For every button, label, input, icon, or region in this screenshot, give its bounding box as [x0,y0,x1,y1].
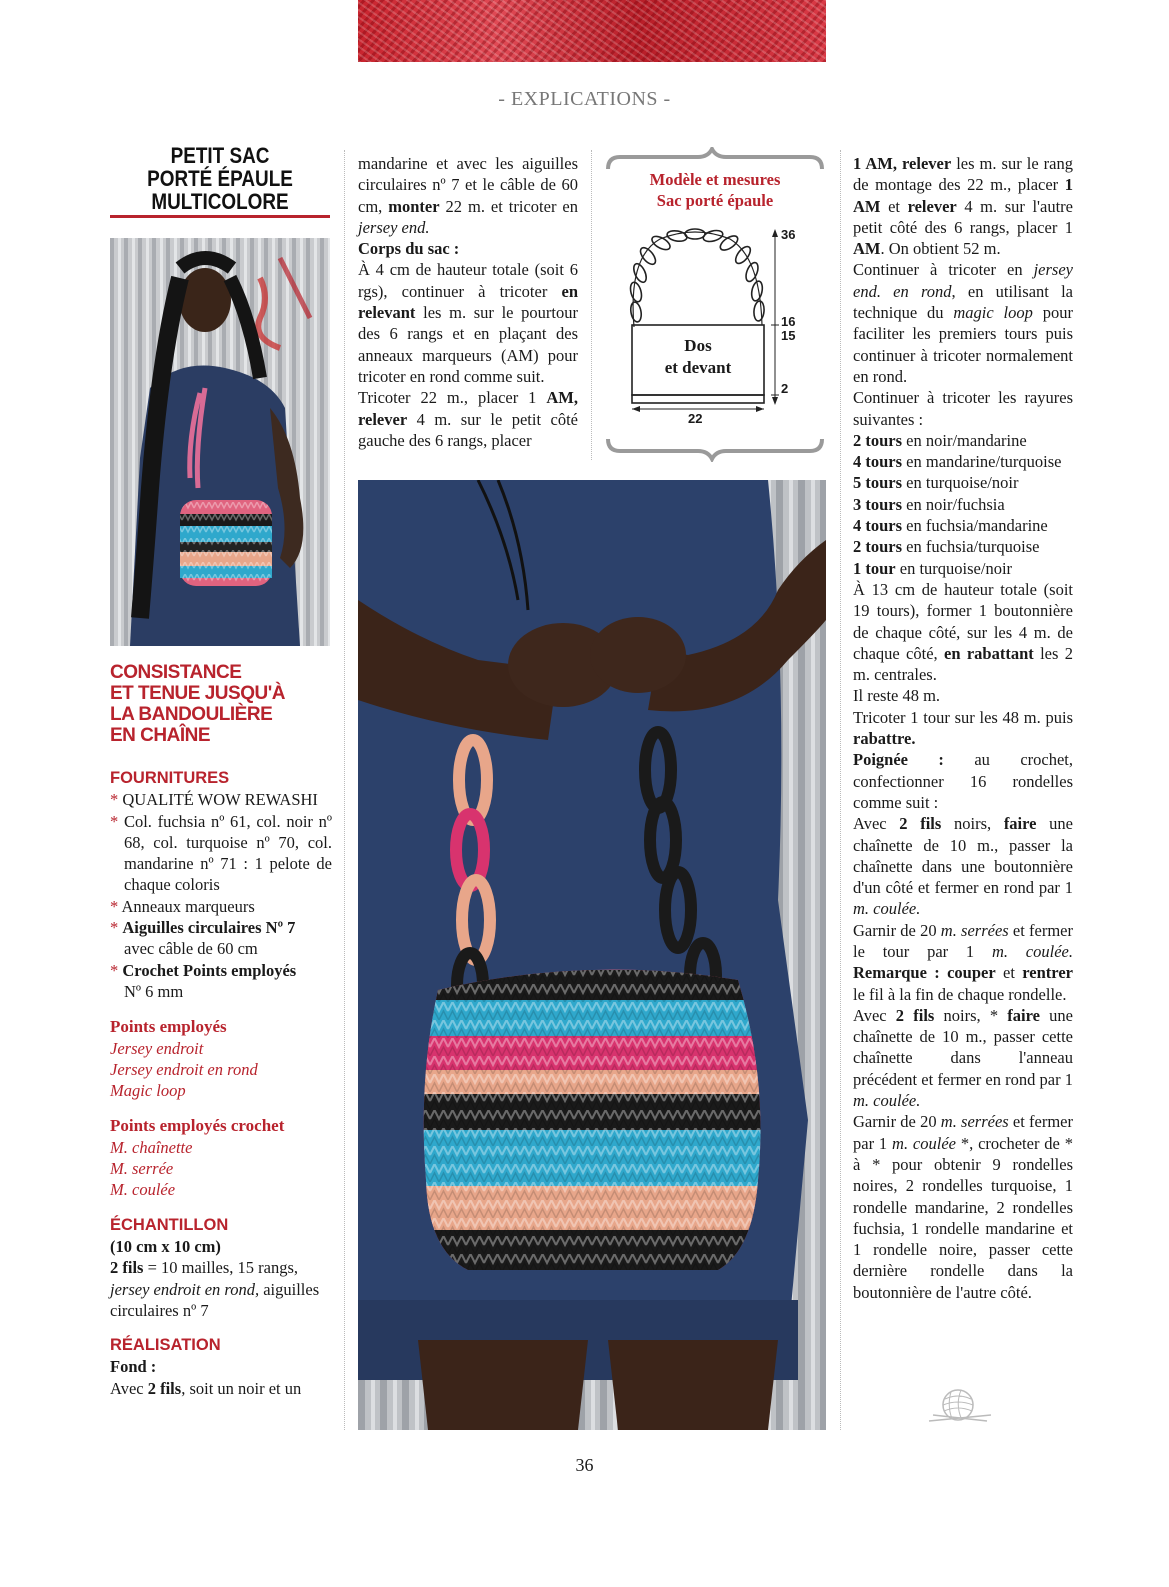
page-title: PETIT SAC PORTÉ ÉPAULE MULTICOLORE [147,143,293,214]
header-banner [358,0,826,62]
measurement-diagram [600,147,830,462]
echantillon-text: 2 fils = 10 mailles, 15 rangs, jersey endroit en rond, aiguilles circulaires nº 7 [110,1258,320,1320]
column-divider [591,150,592,460]
title-rule [110,215,330,218]
bag-closeup-photo [358,480,826,1430]
list-item: * Crochet Points employés [110,960,297,980]
dim-36: 36 [781,227,796,242]
points-heading: Points employés [110,1017,227,1037]
dim-15: 15 [781,328,796,343]
points-crochet-heading: Points employés crochet [110,1116,285,1136]
list-item: Jersey endroit en rond [110,1059,258,1079]
diagram-title: Modèle et mesures Sac porté épaule [649,170,781,210]
model-photo [110,238,330,646]
column-divider [840,150,841,1430]
instructions-column-2: 1 AM, relever les m. sur le rang de montage des 22 m., placer 1 AM et relever 4 m. sur l'autre petit côté des 6 rangs, placer 1 AM. On obtient 52 m. Continuer à tricoter en jersey end. en rond, en utilisant la technique du magic loop pour faciliter les premiers tours puis continuer à tricoter normalement en rond. Continuer à tricoter les rayures suivantes : 2 tours en noir/mandarine 4 tours en mandarine/turquoise 5 tours en turquoise/noir 3 tours en noir/fuchsia 4 tours en fuchsia/mandarine 2 tours en fuchsia/turquoise 1 tour en turquoise/noir À 13 cm de hauteur totale (soit 19 tours), former 1 boutonnière de chaque côté, sur les 4 m. de chaque côté, en rabattant les 2 m. centrales. Il reste 48 m. Tricoter 1 tour sur les 48 m. puis rabattre. Poignée : au crochet, confectionner 16 rondelles comme suit : Avec 2 fils noirs, faire une chaînette de 10 m., passer la chaînette dans une boutonnière d'un côté et fermer en rond par 1 m. coulée. Garnir de 20 m. serrées et fermer le tour par 1 m. coulée. Remarque : couper et rentrer le fil à la fin de chaque rondelle. Avec 2 fils noirs, * faire une chaînette de 10 m., passer cette chaînette dans l'anneau précédent et fermer en rond par 1 m. coulée. Garnir de 20 m. serrées et fermer par 1 m. coulée *, crocheter de * à * pour obtenir 9 rondelles noires, 2 rondelles turquoise, 1 rondelle mandarine, 2 rondelles fuchsia, 1 rondelle mandarine et 1 rondelle noire, passer cette dernière rondelle dans la boutonnière de l'autre côté. [853,154,1074,1302]
fond-text: Avec 2 fils, soit un noir et un [110,1378,302,1398]
list-item: M. serrée [110,1159,174,1179]
dim-2: 2 [781,381,789,396]
dim-22: 22 [688,411,703,426]
fournitures-heading: FOURNITURES [110,769,230,787]
list-item: 4 tours en fuchsia/mandarine [853,516,1048,536]
echantillon-size: (10 cm x 10 cm) [110,1236,221,1256]
list-item: Nº 6 mm [124,981,184,1001]
list-item: * Aiguilles circulaires Nº 7 [110,918,296,938]
dim-16: 16 [781,314,796,329]
list-item: 3 tours en noir/fuchsia [853,494,1005,514]
list-item: Jersey endroit [110,1038,204,1058]
fond-heading: Fond : [110,1357,157,1377]
list-item: * Col. fuchsia nº 61, col. noir nº 68, col. turquoise nº 70, col. mandarine nº 71 : 1 pelote de chaque coloris [110,811,332,895]
list-item: avec câble de 60 cm [124,939,258,959]
list-item: 2 tours en noir/mandarine [853,430,1027,450]
materials-column [110,662,332,1399]
list-item: 5 tours en turquoise/noir [853,473,1019,493]
list-item: * QUALITÉ WOW REWASHI [110,790,318,810]
list-item: 1 tour en turquoise/noir [853,558,1013,578]
list-item: Magic loop [110,1081,186,1101]
list-item: 2 tours en fuchsia/turquoise [853,537,1040,557]
section-title: - EXPLICATIONS - [498,88,671,110]
column-divider [344,150,345,1430]
echantillon-heading: ÉCHANTILLON [110,1215,229,1234]
list-item: M. chaînette [110,1137,193,1157]
instructions-column-1: mandarine et avec les aiguilles circulaires nº 7 et le câble de 60 cm, monter 22 m. et tricoter en jersey end. Corps du sac : À 4 cm de hauteur totale (soit 6 rgs), continuer à tricoter en relevant les m. sur le pourtour des 6 rangs et en plaçant des anneaux marqueurs (AM) pour tricoter en rond comme suit. Tricoter 22 m., placer 1 AM, relever 4 m. sur le petit côté gauche des 6 rangs, placer [358,154,578,450]
list-item: M. coulée [110,1180,176,1200]
yarn-ball-icon [925,1385,995,1425]
list-item: * Anneaux marqueurs [110,896,255,916]
tagline: CONSISTANCE ET TENUE JUSQU'À LA BANDOULIÈRE EN CHAÎNE [110,662,285,746]
realisation-heading: RÉALISATION [110,1336,221,1355]
list-item: 4 tours en mandarine/turquoise [853,452,1062,472]
diagram-label: Dos et devant [664,336,732,377]
page-number: 36 [575,1455,594,1475]
